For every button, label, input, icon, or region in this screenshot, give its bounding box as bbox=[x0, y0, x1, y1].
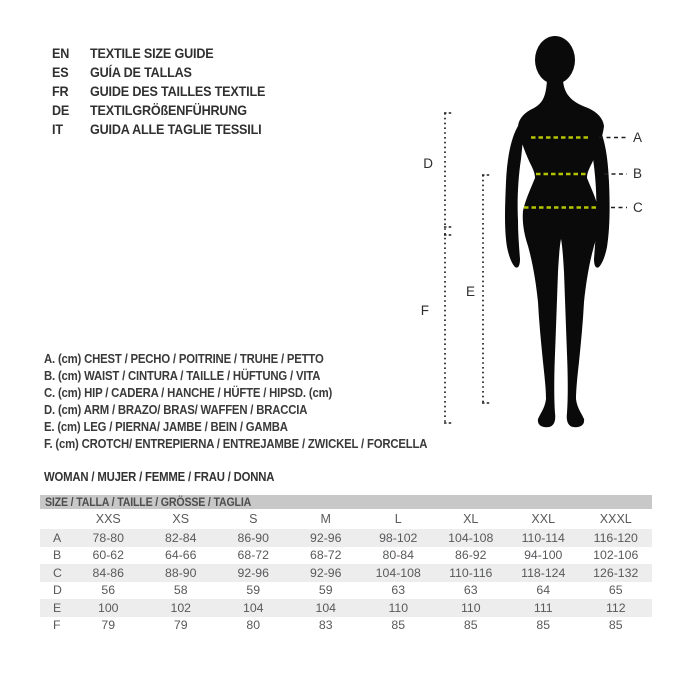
measurement-legend bbox=[44, 350, 470, 452]
table-row-label: F bbox=[53, 618, 61, 633]
woman-silhouette-head bbox=[535, 36, 575, 84]
table-row-label: D bbox=[53, 583, 62, 598]
table-cell: 126-132 bbox=[593, 565, 639, 580]
table-column-header: XXXL bbox=[599, 512, 632, 526]
table-row-label: E bbox=[53, 600, 62, 615]
table-cell: 92-96 bbox=[237, 565, 269, 580]
measure-label-b: B bbox=[633, 166, 643, 181]
table-row bbox=[40, 599, 652, 617]
table-cell: 104-108 bbox=[448, 530, 494, 545]
table-row bbox=[40, 617, 652, 635]
gender-title: WOMAN / MUJER / FEMME / FRAU / DONNA bbox=[44, 470, 275, 484]
table-cell: 112 bbox=[605, 600, 626, 615]
table-cell: 98-102 bbox=[379, 530, 418, 545]
table-cell: 64-66 bbox=[165, 548, 197, 563]
table-cell: 85 bbox=[463, 618, 478, 633]
legend-item: B. (cm) WAIST / CINTURA / TAILLE / HÜFTUNG / VITA bbox=[44, 369, 321, 383]
legend-item: D. (cm) ARM / BRAZO/ BRAS/ WAFFEN / BRACCIA bbox=[44, 403, 308, 417]
table-column-header: XS bbox=[172, 512, 190, 526]
measure-label-c: C bbox=[633, 200, 643, 215]
table-cell: 58 bbox=[173, 583, 188, 598]
language-title-list bbox=[52, 44, 285, 139]
language-row bbox=[52, 63, 285, 82]
table-cell: 110-116 bbox=[449, 565, 493, 580]
table-cell: 116-120 bbox=[593, 530, 638, 545]
measure-label-f: F bbox=[420, 303, 429, 318]
table-cell: 68-72 bbox=[237, 548, 269, 563]
table-cell: 65 bbox=[608, 583, 623, 598]
table-row-label: A bbox=[53, 530, 62, 545]
table-cell: 85 bbox=[536, 618, 551, 633]
legend-item: A. (cm) CHEST / PECHO / POITRINE / TRUHE / PETTO bbox=[44, 352, 324, 366]
table-column-header: M bbox=[320, 512, 331, 526]
table-cell: 63 bbox=[463, 583, 478, 598]
language-title: GUIDA ALLE TAGLIE TESSILI bbox=[90, 121, 262, 137]
table-column-header: L bbox=[394, 512, 402, 526]
table-cell: 110 bbox=[460, 600, 481, 615]
table-cell: 104 bbox=[242, 600, 264, 615]
language-row bbox=[52, 44, 285, 63]
legend-item: F. (cm) CROTCH/ ENTREPIERNA / ENTREJAMBE / ZWICKEL / FORCELLA bbox=[44, 437, 428, 451]
language-row bbox=[52, 120, 285, 139]
table-cell: 110 bbox=[388, 600, 409, 615]
table-cell: 85 bbox=[391, 618, 406, 633]
size-table-header-band: SIZE / TALLA / TAILLE / GRÖSSE / TAGLIA bbox=[40, 495, 652, 509]
language-title: TEXTILE SIZE GUIDE bbox=[90, 45, 214, 61]
language-code: EN bbox=[52, 45, 70, 61]
table-cell: 80-84 bbox=[382, 548, 414, 563]
table-row bbox=[40, 547, 652, 565]
table-cell: 78-80 bbox=[92, 530, 124, 545]
table-cell: 63 bbox=[391, 583, 406, 598]
size-table-column-headers bbox=[40, 509, 652, 529]
table-cell: 84-86 bbox=[92, 565, 124, 580]
language-title: GUÍA DE TALLAS bbox=[90, 64, 192, 80]
table-cell: 102 bbox=[170, 600, 192, 615]
language-row bbox=[52, 101, 285, 120]
woman-silhouette-left-arm bbox=[505, 126, 524, 268]
table-cell: 59 bbox=[318, 583, 333, 598]
table-row-label: C bbox=[53, 565, 62, 580]
table-cell: 88-90 bbox=[165, 565, 197, 580]
table-cell: 100 bbox=[97, 600, 119, 615]
table-cell: 118-124 bbox=[521, 565, 566, 580]
table-row-label: B bbox=[53, 548, 62, 563]
table-cell: 79 bbox=[173, 618, 188, 633]
measure-label-a: A bbox=[633, 130, 643, 145]
language-row bbox=[52, 82, 285, 101]
table-cell: 83 bbox=[318, 618, 333, 633]
size-table bbox=[40, 495, 652, 634]
table-row bbox=[40, 582, 652, 600]
legend-item: C. (cm) HIP / CADERA / HANCHE / HÜFTE / HIPSD. (cm) bbox=[44, 386, 333, 400]
language-title: TEXTILGRÖßENFÜHRUNG bbox=[90, 102, 247, 118]
language-code: FR bbox=[52, 83, 69, 99]
table-cell: 60-62 bbox=[92, 548, 124, 563]
table-cell: 80 bbox=[246, 618, 261, 633]
table-cell: 86-90 bbox=[237, 530, 269, 545]
table-cell: 111 bbox=[533, 600, 553, 615]
table-column-header: XXS bbox=[95, 512, 121, 526]
language-title: GUIDE DES TAILLES TEXTILE bbox=[90, 83, 266, 99]
table-cell: 64 bbox=[536, 583, 551, 598]
table-row bbox=[40, 564, 652, 582]
table-cell: 92-96 bbox=[310, 530, 342, 545]
table-column-header: S bbox=[249, 512, 258, 526]
language-code: IT bbox=[52, 121, 63, 137]
table-cell: 92-96 bbox=[310, 565, 342, 580]
table-cell: 94-100 bbox=[524, 548, 563, 563]
legend-item: E. (cm) LEG / PIERNA/ JAMBE / BEIN / GAMBA bbox=[44, 420, 288, 434]
table-cell: 56 bbox=[101, 583, 116, 598]
table-row bbox=[40, 529, 652, 547]
table-cell: 110-114 bbox=[521, 530, 565, 545]
table-cell: 104 bbox=[315, 600, 337, 615]
table-cell: 79 bbox=[101, 618, 116, 633]
measure-label-e: E bbox=[465, 284, 475, 299]
language-code: ES bbox=[52, 64, 69, 80]
table-cell: 82-84 bbox=[165, 530, 197, 545]
table-cell: 59 bbox=[246, 583, 261, 598]
measure-label-d: D bbox=[423, 156, 433, 171]
table-cell: 68-72 bbox=[310, 548, 342, 563]
table-column-header: XXL bbox=[531, 512, 556, 526]
table-column-header: XL bbox=[463, 512, 479, 526]
table-cell: 102-106 bbox=[593, 548, 639, 563]
table-cell: 104-108 bbox=[375, 565, 421, 580]
language-code: DE bbox=[52, 102, 70, 118]
table-cell: 86-92 bbox=[455, 548, 487, 563]
table-cell: 85 bbox=[608, 618, 623, 633]
